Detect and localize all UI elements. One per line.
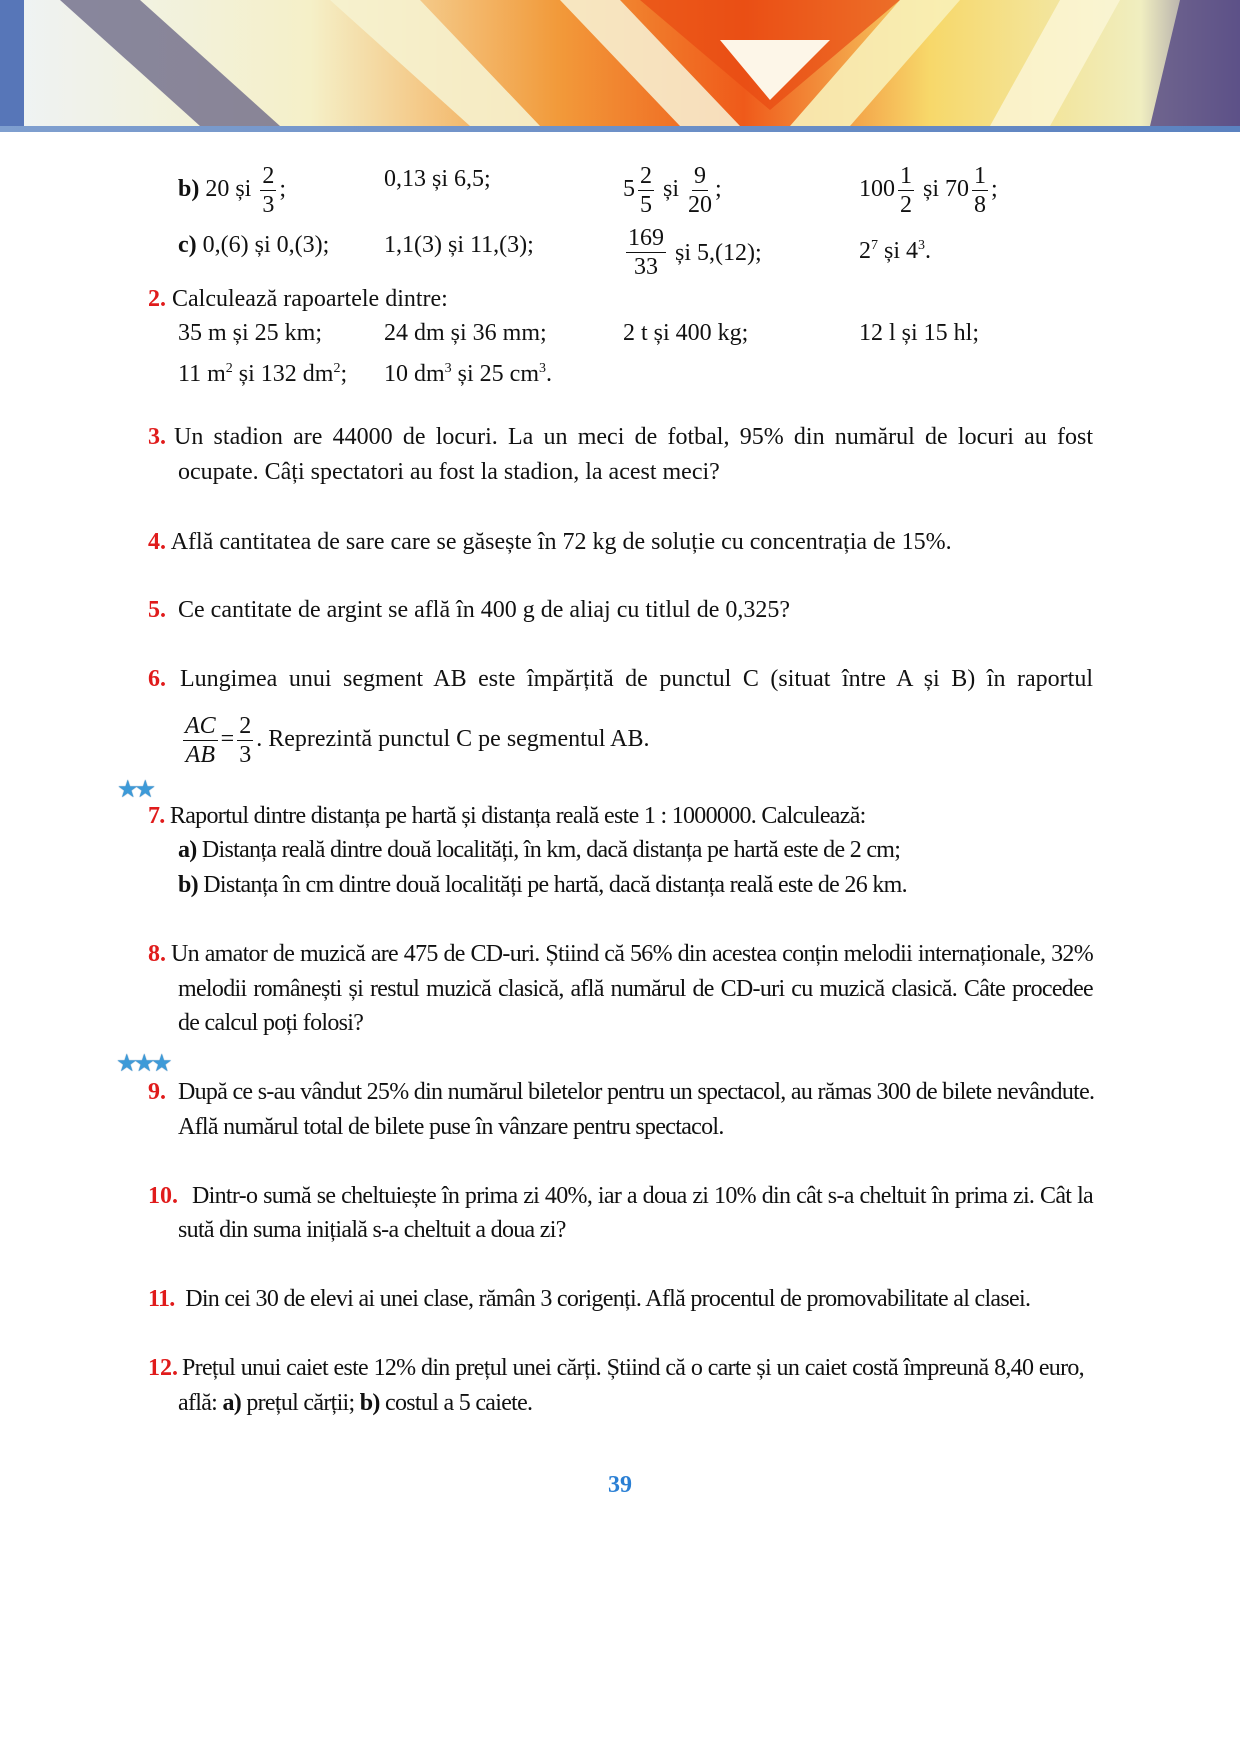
exercise-4	[148, 525, 952, 560]
exercise-7-a	[178, 833, 900, 868]
exercise-number: 5.	[148, 597, 166, 623]
exercise-number: 6.	[148, 666, 166, 692]
ex2-item6	[384, 351, 552, 386]
exercise-2-title	[148, 282, 448, 317]
denominator: 20	[688, 192, 713, 218]
text: ;	[279, 176, 287, 203]
ex1-c-item2: 1,1(3) și 11,(3);	[384, 232, 534, 258]
text: ;	[991, 176, 998, 203]
exercise-12-line: Prețul unui caiet este 12% din prețul unei cărți. Știind că o carte și un caiet costă împreună 8,40 euro,	[182, 1355, 1084, 1381]
ex2-item3: 2 t și 400 kg;	[623, 320, 749, 346]
text: 5	[623, 176, 635, 203]
text: ;	[715, 176, 722, 203]
text: 4	[906, 238, 919, 264]
exercise-5	[148, 593, 790, 628]
exercise-3-number	[148, 420, 166, 455]
exponent: 7	[871, 238, 878, 253]
numerator: 2	[262, 163, 275, 189]
exercise-number: 8.	[148, 941, 166, 967]
fraction	[898, 162, 914, 219]
label-b: b)	[178, 176, 200, 203]
text: .	[546, 361, 552, 387]
exercise-8-line: de calcul poți folosi?	[178, 1010, 364, 1036]
ex2-item1: 35 m și 25 km;	[178, 320, 323, 346]
exercise-9-line: După ce s-au vândut 25% din numărul biletelor pentru un spectacol, au rămas 300 de bilete nevândute.	[178, 1079, 1095, 1105]
exercise-6-number	[148, 662, 166, 697]
exercise-6-ratio	[180, 712, 649, 772]
exercise-3-line: Un stadion are 44000 de locuri. La un meci de fotbal, 95% din numărul de locuri au fost	[174, 424, 1093, 450]
text: 0,(6) și 0,(3);	[202, 232, 330, 258]
exercise-9-number	[148, 1075, 166, 1110]
exercise-10-line: Dintr-o sumă se cheltuiește în prima zi 40%, iar a doua zi 10% din cât s-a cheltuit în prima zi. Cât la	[192, 1183, 1093, 1209]
text: .	[925, 238, 932, 264]
ex1-b-item3	[623, 162, 722, 218]
text: Distanța în cm dintre două localități pe hartă, dacă distanța reală este de 26 km.	[197, 872, 907, 898]
difficulty-stars-icon: ★★★	[116, 1051, 169, 1077]
ex2-item2: 24 dm și 36 mm;	[384, 320, 547, 346]
ex1-b-item2: 0,13 și 6,5;	[384, 166, 491, 192]
exercise-number: 3.	[148, 424, 166, 450]
text: 20 și	[205, 176, 252, 203]
label-c: c)	[178, 232, 197, 258]
fraction	[688, 162, 712, 219]
exponent: 2	[333, 361, 341, 376]
numerator: 2	[640, 163, 652, 189]
ex1-c-item1	[178, 228, 329, 263]
equals: =	[220, 726, 235, 753]
ex1-c-item4	[859, 228, 931, 263]
exercise-8-line: melodii românești și restul muzică clasică, află numărul de CD-uri cu muzică clasică. Câte procedee	[178, 976, 1093, 1002]
numerator: 2	[239, 713, 252, 739]
denominator: 3	[262, 192, 275, 218]
text: Raportul dintre distanța pe hartă și distanța reală este 1 : 1000000. Calculează:	[169, 803, 866, 829]
exponent: 3	[918, 238, 926, 253]
exercise-number: 4.	[148, 529, 166, 555]
text: . Reprezintă punctul C pe segmentul AB.	[256, 726, 650, 753]
exercise-number: 10.	[148, 1183, 178, 1209]
text: și 25 cm	[451, 361, 539, 387]
ex1-b-item1	[178, 162, 287, 218]
ex1-c-item3	[623, 225, 762, 280]
difficulty-stars-icon: ★★	[117, 777, 153, 803]
denominator: 33	[634, 254, 658, 280]
header-photo-banner	[0, 0, 1240, 126]
denominator: 3	[239, 742, 252, 768]
text: Distanța reală dintre două localități, în km, dacă distanța pe hartă este de 2 cm;	[196, 837, 901, 863]
text: 11 m	[178, 361, 226, 387]
text: 10 dm	[384, 361, 445, 387]
numerator: 1	[900, 163, 912, 189]
fraction	[972, 162, 988, 219]
numerator: AC	[185, 713, 216, 739]
text: și 132 dm	[232, 361, 334, 387]
text: află:	[178, 1390, 223, 1416]
exercise-12-line	[178, 1386, 532, 1421]
label-a: a)	[178, 837, 197, 863]
numerator: 1	[974, 163, 987, 189]
exercise-number: 7.	[148, 803, 165, 829]
exercise-number: 11.	[148, 1286, 175, 1312]
text: și	[923, 176, 940, 203]
exercise-3-line: ocupate. Câți spectatori au fost la stadion, la acest meci?	[178, 459, 720, 485]
label-b: b)	[178, 872, 198, 898]
text: ;	[340, 361, 348, 387]
text: Ce cantitate de argint se află în 400 g de aliaj cu titlul de 0,325?	[178, 597, 791, 623]
denominator: AB	[185, 742, 215, 768]
exercise-number: 12.	[148, 1355, 178, 1381]
exercise-8-number	[148, 937, 166, 972]
denominator: 5	[640, 192, 652, 218]
text: Calculează rapoartele dintre:	[172, 286, 448, 312]
exercise-12-number	[148, 1351, 178, 1386]
denominator: 8	[974, 192, 987, 218]
exercise-10-number	[148, 1179, 178, 1214]
exercise-7-line	[148, 799, 866, 834]
ex1-b-item4	[859, 162, 998, 218]
fraction	[237, 712, 253, 769]
text: și	[884, 238, 901, 264]
exercise-number: 9.	[148, 1079, 166, 1105]
header-divider	[0, 126, 1240, 132]
fraction	[183, 712, 218, 769]
exercise-11	[148, 1282, 1030, 1317]
exercise-6-line: Lungimea unui segment AB este împărțită de punctul C (situat între A și B) în raportul	[180, 666, 1093, 692]
text: și 5,(12);	[675, 240, 762, 267]
exercise-8-line: Un amator de muzică are 475 de CD-uri. Știind că 56% din acestea conțin melodii internaționale, 32%	[171, 941, 1093, 967]
exercise-7-b	[178, 868, 907, 903]
exercise-number: 2.	[148, 286, 166, 312]
denominator: 2	[900, 192, 912, 218]
text: costul a 5 caiete.	[379, 1390, 533, 1416]
text: 2	[859, 238, 871, 264]
text: și	[663, 176, 680, 203]
text: Află cantitatea de sare care se găsește în 72 kg de soluție cu concentrația de 15%.	[170, 529, 952, 555]
exponent: 3	[444, 361, 452, 376]
numerator: 169	[628, 225, 664, 251]
text: Din cei 30 de elevi ai unei clase, rămân 3 corigenți. Află procentul de promovabilitate al clasei.	[185, 1286, 1031, 1312]
exponent: 2	[225, 361, 233, 376]
exponent: 3	[539, 361, 546, 376]
exercise-10-line: sută din suma inițială s-a cheltuit a doua zi?	[178, 1217, 566, 1243]
ex2-item5	[178, 351, 347, 386]
text: 100	[859, 176, 895, 203]
fraction	[626, 224, 666, 281]
text: 70	[945, 176, 970, 203]
text: prețul cărții;	[241, 1390, 360, 1416]
fraction	[638, 162, 654, 219]
label-a: a)	[222, 1390, 242, 1416]
fraction	[260, 162, 276, 219]
exercise-9-line: Află numărul total de bilete puse în vânzare pentru spectacol.	[178, 1114, 724, 1140]
label-b: b)	[359, 1390, 380, 1416]
ex2-item4: 12 l și 15 hl;	[859, 320, 980, 346]
numerator: 9	[694, 163, 707, 189]
page-number: 39	[608, 1472, 632, 1498]
